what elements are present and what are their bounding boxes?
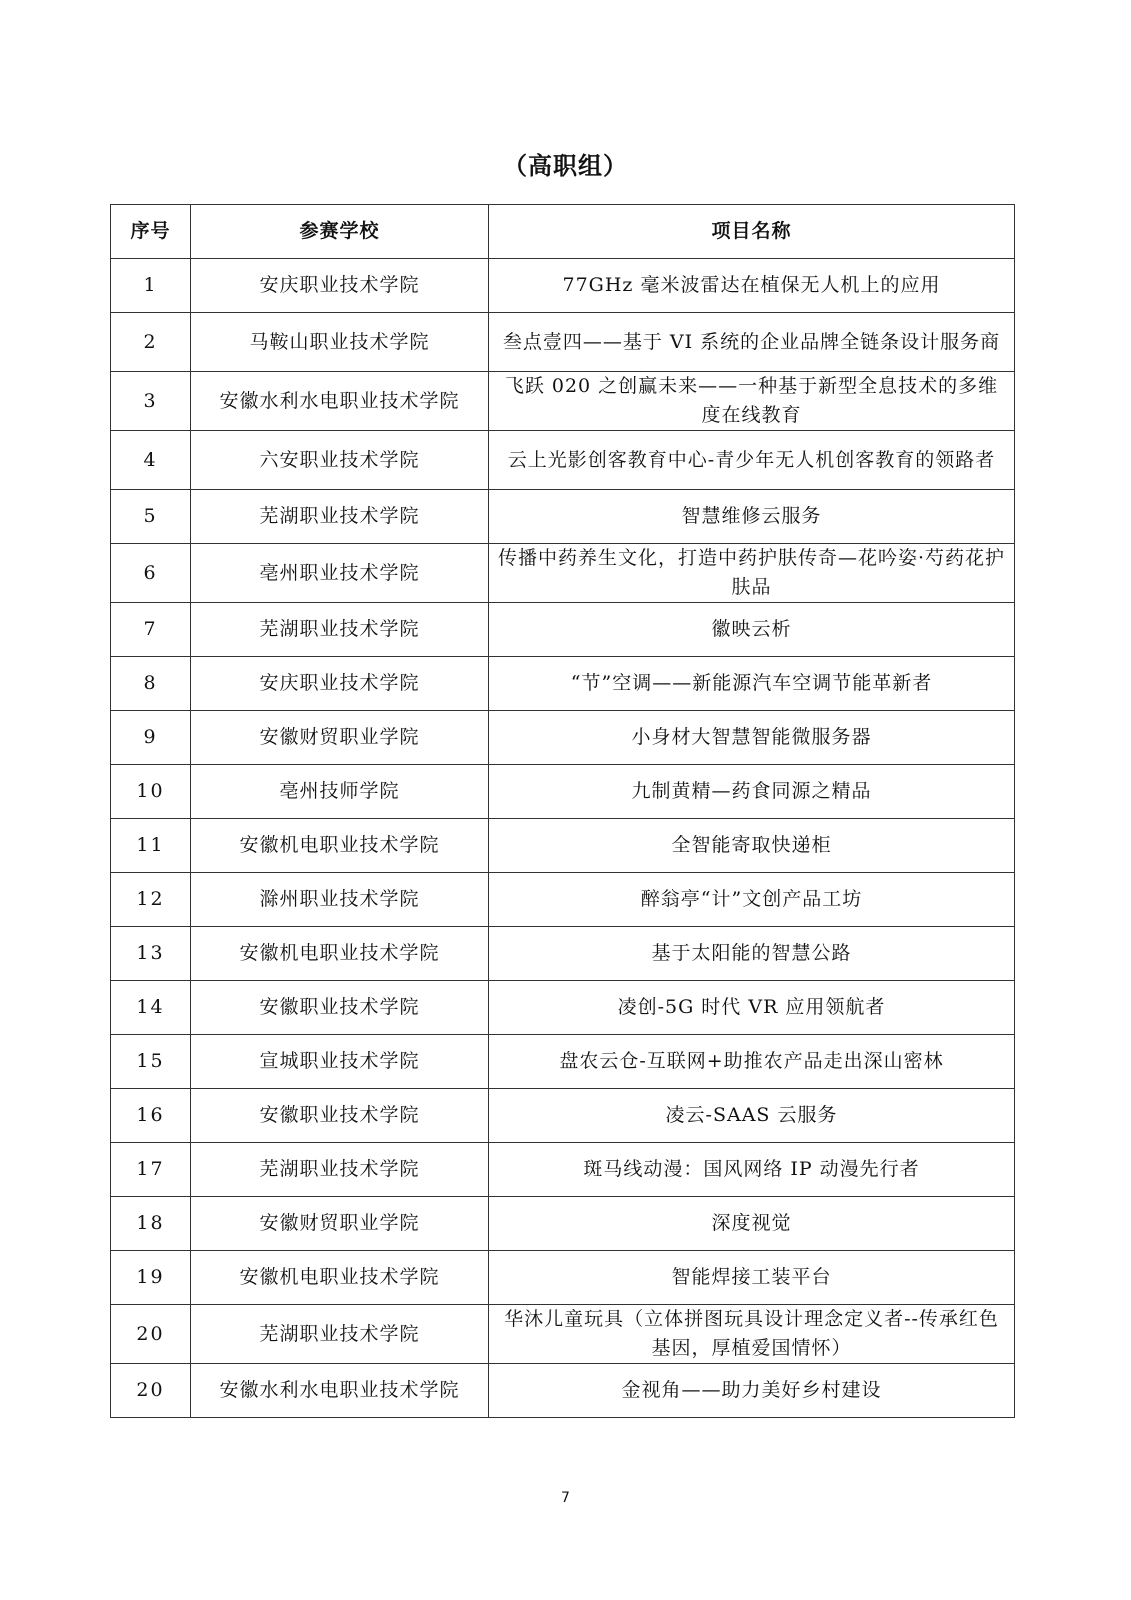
- row-school: 安庆职业技术学院: [191, 657, 489, 711]
- table-row: [111, 431, 1015, 490]
- table-row: [111, 603, 1015, 657]
- header-serial-number: 序号: [111, 205, 191, 259]
- table-row: [111, 873, 1015, 927]
- table-header-row: [111, 205, 1015, 259]
- table-row: [111, 711, 1015, 765]
- row-school: 安徽机电职业技术学院: [191, 1251, 489, 1305]
- row-project-name: 智能焊接工装平台: [489, 1251, 1015, 1305]
- row-serial-number: 7: [111, 603, 191, 657]
- row-serial-number: 2: [111, 313, 191, 372]
- row-school: 马鞍山职业技术学院: [191, 313, 489, 372]
- row-school: 安徽水利水电职业技术学院: [191, 1364, 489, 1418]
- row-project-name: 华沐儿童玩具（立体拼图玩具设计理念定义者--传承红色基因，厚植爱国情怀）: [489, 1305, 1015, 1364]
- row-serial-number: 1: [111, 259, 191, 313]
- table-row: [111, 1089, 1015, 1143]
- row-project-name: 全智能寄取快递柜: [489, 819, 1015, 873]
- table-row: [111, 981, 1015, 1035]
- table-row: [111, 819, 1015, 873]
- row-school: 芜湖职业技术学院: [191, 1143, 489, 1197]
- row-serial-number: 20: [111, 1305, 191, 1364]
- table-row: [111, 372, 1015, 431]
- row-school: 安徽机电职业技术学院: [191, 927, 489, 981]
- row-project-name: 小身材大智慧智能微服务器: [489, 711, 1015, 765]
- row-serial-number: 5: [111, 490, 191, 544]
- row-serial-number: 16: [111, 1089, 191, 1143]
- row-serial-number: 19: [111, 1251, 191, 1305]
- row-school: 安徽机电职业技术学院: [191, 819, 489, 873]
- row-project-name: 盘农云仓-互联网+助推农产品走出深山密林: [489, 1035, 1015, 1089]
- row-project-name: 金视角——助力美好乡村建设: [489, 1364, 1015, 1418]
- row-school: 安庆职业技术学院: [191, 259, 489, 313]
- row-project-name: 77GHz 毫米波雷达在植保无人机上的应用: [489, 259, 1015, 313]
- results-table: [110, 204, 1015, 1418]
- table-row: [111, 313, 1015, 372]
- row-school: 芜湖职业技术学院: [191, 490, 489, 544]
- table-row: [111, 490, 1015, 544]
- row-project-name: 徽映云析: [489, 603, 1015, 657]
- row-project-name: “节”空调——新能源汽车空调节能革新者: [489, 657, 1015, 711]
- row-project-name: 九制黄精—药食同源之精品: [489, 765, 1015, 819]
- row-project-name: 传播中药养生文化，打造中药护肤传奇—花吟姿·芍药花护肤品: [489, 544, 1015, 603]
- row-project-name: 斑马线动漫：国风网络 IP 动漫先行者: [489, 1143, 1015, 1197]
- row-project-name: 深度视觉: [489, 1197, 1015, 1251]
- row-school: 安徽水利水电职业技术学院: [191, 372, 489, 431]
- row-serial-number: 20: [111, 1364, 191, 1418]
- table-row: [111, 927, 1015, 981]
- table-row: [111, 765, 1015, 819]
- row-serial-number: 18: [111, 1197, 191, 1251]
- row-serial-number: 8: [111, 657, 191, 711]
- row-serial-number: 12: [111, 873, 191, 927]
- row-serial-number: 13: [111, 927, 191, 981]
- row-serial-number: 4: [111, 431, 191, 490]
- table-row: [111, 1251, 1015, 1305]
- row-serial-number: 17: [111, 1143, 191, 1197]
- row-school: 芜湖职业技术学院: [191, 1305, 489, 1364]
- row-project-name: 凌创-5G 时代 VR 应用领航者: [489, 981, 1015, 1035]
- row-project-name: 智慧维修云服务: [489, 490, 1015, 544]
- table-row: [111, 1197, 1015, 1251]
- header-project-name: 项目名称: [489, 205, 1015, 259]
- row-school: 安徽职业技术学院: [191, 981, 489, 1035]
- table-row: [111, 1364, 1015, 1418]
- row-school: 安徽职业技术学院: [191, 1089, 489, 1143]
- row-project-name: 云上光影创客教育中心-青少年无人机创客教育的领路者: [489, 431, 1015, 490]
- row-serial-number: 10: [111, 765, 191, 819]
- row-serial-number: 14: [111, 981, 191, 1035]
- page-number: 7: [561, 1490, 570, 1506]
- row-school: 宣城职业技术学院: [191, 1035, 489, 1089]
- row-serial-number: 6: [111, 544, 191, 603]
- row-project-name: 基于太阳能的智慧公路: [489, 927, 1015, 981]
- row-school: 芜湖职业技术学院: [191, 603, 489, 657]
- header-school: 参赛学校: [191, 205, 489, 259]
- row-serial-number: 15: [111, 1035, 191, 1089]
- row-project-name: 叁点壹四——基于 VI 系统的企业品牌全链条设计服务商: [489, 313, 1015, 372]
- table-row: [111, 1035, 1015, 1089]
- table-row: [111, 1305, 1015, 1364]
- row-school: 亳州职业技术学院: [191, 544, 489, 603]
- row-serial-number: 3: [111, 372, 191, 431]
- row-school: 六安职业技术学院: [191, 431, 489, 490]
- row-serial-number: 9: [111, 711, 191, 765]
- table-row: [111, 259, 1015, 313]
- table-row: [111, 657, 1015, 711]
- row-school: 安徽财贸职业学院: [191, 711, 489, 765]
- row-school: 安徽财贸职业学院: [191, 1197, 489, 1251]
- row-school: 滁州职业技术学院: [191, 873, 489, 927]
- table-row: [111, 544, 1015, 603]
- row-serial-number: 11: [111, 819, 191, 873]
- page-title: （高职组）: [503, 152, 628, 180]
- table-row: [111, 1143, 1015, 1197]
- row-project-name: 醉翁亭“计”文创产品工坊: [489, 873, 1015, 927]
- row-school: 亳州技师学院: [191, 765, 489, 819]
- row-project-name: 飞跃 020 之创赢未来——一种基于新型全息技术的多维度在线教育: [489, 372, 1015, 431]
- row-project-name: 凌云-SAAS 云服务: [489, 1089, 1015, 1143]
